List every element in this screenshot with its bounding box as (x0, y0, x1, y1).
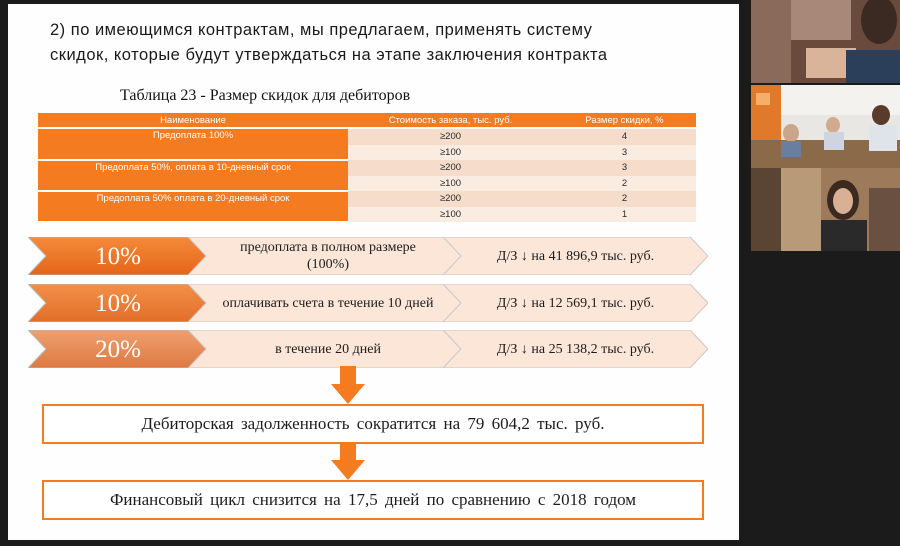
condition-label: в течение 20 дней (275, 341, 381, 357)
condition-label: предоплата в полном размере (100%) (240, 240, 416, 272)
percent-chevron (28, 237, 208, 275)
table-cell-order: ≥100 (348, 176, 553, 192)
table-cell-discount: 2 (553, 191, 696, 207)
table-header-cell: Размер скидки, % (553, 113, 696, 128)
table-cell-name: Предоплата 50% оплата в 20-дневный срок (38, 191, 348, 222)
table-header-cell: Стоимость заказа, тыс. руб. (348, 113, 553, 128)
table-cell-name: Предоплата 100% (38, 128, 348, 160)
effect-label: Д/З ↓ на 12 569,1 тыс. руб. (496, 295, 655, 311)
percent-label: 20% (95, 335, 141, 363)
condition-chevron (188, 284, 468, 322)
table-row (38, 128, 696, 145)
condition-chevron (188, 237, 468, 275)
table-cell-discount: 4 (553, 128, 696, 145)
table-row (38, 191, 696, 207)
condition-chevron (188, 330, 468, 368)
percent-label: 10% (95, 242, 141, 270)
table-header-cell: Наименование (38, 113, 348, 128)
table-cell-discount: 1 (553, 207, 696, 223)
effect-chevron (443, 330, 708, 368)
effect-label: Д/З ↓ на 41 896,9 тыс. руб. (496, 248, 655, 264)
table-caption: Таблица 23 - Размер скидок для дебиторов (120, 87, 411, 104)
financial-cycle-result-box: Финансовый цикл снизится на 17,5 дней по сравнению с 2018 годом (42, 480, 704, 520)
heading-line-2: скидок, которые будут утверждаться на этапе заключения контракта (50, 46, 608, 64)
percent-chevron (28, 284, 208, 322)
effect-chevron (443, 284, 708, 322)
table-header-row (38, 113, 696, 128)
percent-chevron (28, 330, 208, 368)
slide-heading (50, 18, 690, 68)
effect-label: Д/З ↓ на 25 138,2 тыс. руб. (496, 341, 655, 357)
table-cell-discount: 2 (553, 176, 696, 192)
table-cell-order: ≥200 (348, 128, 553, 145)
condition-label: оплачивать счета в течение 10 дней (222, 295, 434, 311)
receivables-result-box: Дебиторская задолженность сократится на 79 604,2 тыс. руб. (42, 404, 704, 444)
percent-label: 10% (95, 289, 141, 317)
arrow-down-icon (331, 442, 365, 480)
participant-video-1[interactable] (751, 0, 900, 83)
table-cell-name: Предоплата 50%, оплата в 10-дневный срок (38, 160, 348, 191)
discount-row-2 (28, 284, 708, 322)
discount-row-3 (28, 330, 708, 368)
participant-video-image (751, 168, 900, 251)
discount-row-1 (28, 237, 708, 275)
discount-table (38, 113, 696, 223)
table-cell-discount: 3 (553, 145, 696, 161)
participant-video-image (751, 85, 900, 168)
participant-video-3[interactable] (751, 168, 900, 251)
video-sidebar (749, 0, 900, 546)
table-cell-order: ≥100 (348, 207, 553, 223)
participant-video-image (751, 0, 900, 83)
presentation-slide (8, 4, 739, 540)
effect-chevron (443, 237, 708, 275)
table-cell-order: ≥200 (348, 160, 553, 176)
arrow-down-icon (331, 366, 365, 404)
participant-video-2[interactable] (751, 85, 900, 168)
table-cell-discount: 3 (553, 160, 696, 176)
heading-line-1: 2) по имеющимся контрактам, мы предлагаем, применять систему (50, 21, 593, 39)
table-cell-order: ≥200 (348, 191, 553, 207)
table-cell-order: ≥100 (348, 145, 553, 161)
table-row (38, 160, 696, 176)
